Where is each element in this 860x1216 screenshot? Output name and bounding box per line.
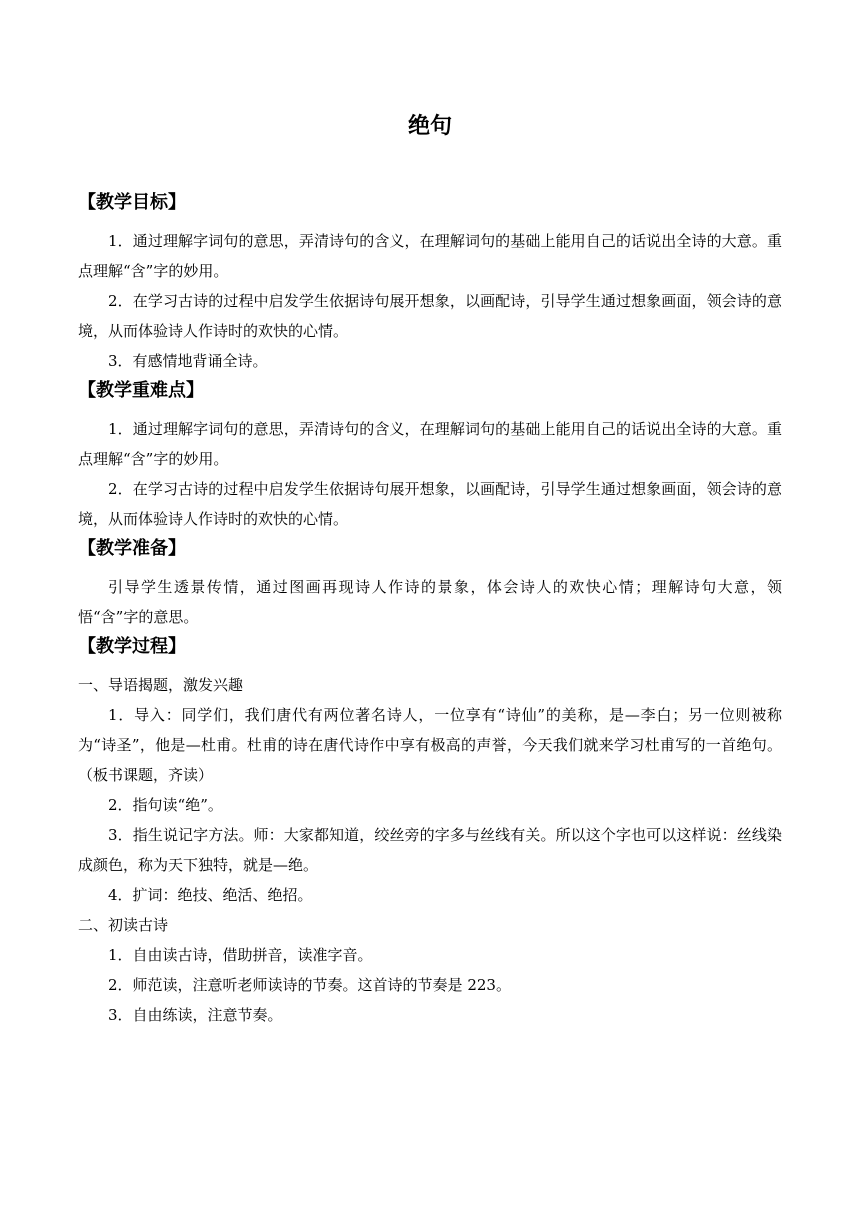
subsection-title: 一、导语揭题，激发兴趣	[78, 676, 244, 694]
section-preparation	[78, 534, 782, 632]
paragraph: 1．自由读古诗，借助拼音，读准字音。	[108, 946, 373, 964]
section-key-points	[78, 376, 782, 534]
subsection-title: 二、初读古诗	[78, 916, 169, 934]
document-body	[78, 188, 782, 1030]
paragraph: 2．在学习古诗的过程中启发学生依据诗句展开想象，以画配诗，引导学生通过想象画面，领会诗的意境，从而体验诗人作诗时的欢快的心情。	[78, 480, 782, 528]
paragraph: 2．师范读，注意听老师读诗的节奏。这首诗的节奏是 223。	[108, 976, 511, 994]
section-teaching-goals	[78, 188, 782, 376]
paragraph: 2．在学习古诗的过程中启发学生依据诗句展开想象，以画配诗，引导学生通过想象画面，领会诗的意境，从而体验诗人作诗时的欢快的心情。	[78, 292, 782, 340]
section-heading: 【教学目标】	[78, 192, 186, 213]
section-heading: 【教学重难点】	[78, 380, 204, 401]
paragraph: 3．自由练读，注意节奏。	[108, 1006, 283, 1024]
section-heading: 【教学过程】	[78, 636, 186, 657]
paragraph: 3．指生说记字方法。师：大家都知道，绞丝旁的字多与丝线有关。所以这个字也可以这样说：丝线染成颜色，称为天下独特，就是—绝。	[78, 826, 782, 874]
section-heading: 【教学准备】	[78, 538, 186, 559]
paragraph: 2．指句读“绝”。	[108, 796, 223, 814]
document-title: 绝句	[407, 114, 452, 139]
paragraph: 1．通过理解字词句的意思，弄清诗句的含义，在理解词句的基础上能用自己的话说出全诗的大意。重点理解“含”字的妙用。	[78, 232, 782, 280]
paragraph: 1．通过理解字词句的意思，弄清诗句的含义，在理解词句的基础上能用自己的话说出全诗的大意。重点理解“含”字的妙用。	[78, 420, 782, 468]
section-process	[78, 632, 782, 1030]
paragraph: 4．扩词：绝技、绝活、绝招。	[108, 886, 313, 904]
paragraph: 3．有感情地背诵全诗。	[108, 352, 268, 370]
paragraph: 1．导入：同学们，我们唐代有两位著名诗人，一位享有“诗仙”的美称，是—李白；另一位则被称为“诗圣”，他是—杜甫。杜甫的诗在唐代诗作中享有极高的声誉，今天我们就来学习杜甫写的一首绝句。（板书课题，齐读）	[78, 706, 782, 784]
paragraph: 引导学生透景传情，通过图画再现诗人作诗的景象，体会诗人的欢快心情；理解诗句大意，领悟“含”字的意思。	[78, 578, 782, 626]
